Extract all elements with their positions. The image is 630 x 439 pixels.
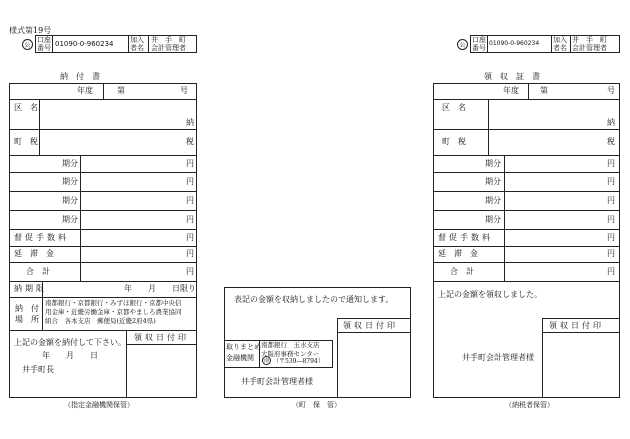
period-label: 期分 — [62, 196, 78, 205]
receipt-stamp-label: 領収日付印 — [549, 321, 604, 330]
surcharge-label: 督促手数料 — [438, 233, 493, 242]
yen: 円 — [607, 215, 615, 224]
place-text-3: 組合 各本支店 郵便局(近畿2府4県) — [45, 317, 156, 325]
yen: 円 — [186, 267, 194, 276]
year-label: 年度 — [503, 86, 519, 95]
period-label: 期分 — [485, 196, 501, 205]
yen: 円 — [186, 215, 194, 224]
number-unit: 号 — [180, 86, 188, 95]
yen: 円 — [186, 196, 194, 205]
yen: 円 — [186, 159, 194, 168]
yen: 円 — [186, 177, 194, 186]
pay-label: 納 — [607, 118, 615, 127]
recipient: 井手町会計管理者様 — [462, 353, 534, 362]
deadline-label: 納期限 — [14, 284, 47, 293]
yen: 円 — [607, 159, 615, 168]
number-label: 第 — [540, 86, 548, 95]
place-text-1: 南都銀行・京都銀行・みずほ銀行・京都中央信 — [45, 299, 182, 307]
bank-line-1: 南都銀行 玉水支店 — [261, 341, 320, 349]
tax-name-label: 町 税 — [442, 137, 466, 146]
footer-label: （指定金融機関保管） — [64, 401, 134, 409]
account-label-2: 番号 — [472, 44, 486, 52]
bank-label-1: 取りまとめ — [226, 343, 261, 351]
payment-slip-title: 納 付 書 — [60, 72, 100, 81]
account-label-1: 口座 — [472, 36, 486, 44]
category-label: 区 名 — [442, 103, 466, 112]
category-label: 区 名 — [14, 103, 38, 112]
holder-name-2: 会計管理者 — [572, 44, 607, 52]
pay-label: 納 — [186, 118, 194, 127]
yen: 円 — [186, 233, 194, 242]
recipient: 井手町会計管理者様 — [241, 377, 313, 386]
period-label: 期分 — [485, 215, 501, 224]
total-label: 合 計 — [26, 267, 50, 276]
account-number: 01090-0-960234 — [55, 40, 114, 48]
deadline-date-format: 年 月 日限り — [124, 284, 196, 293]
delinquency-label: 延滞金 — [14, 249, 62, 258]
delinquency-label: 延滞金 — [438, 249, 486, 258]
bank-line-3: （〒539―8794） — [273, 358, 324, 365]
account-number: 01090-0-960234 — [489, 40, 540, 47]
tax-name-label: 町 税 — [14, 137, 38, 146]
account-label-2: 番号 — [37, 44, 51, 52]
period-label: 期分 — [62, 177, 78, 186]
total-label: 合 計 — [450, 267, 474, 276]
place-label-2: 場 所 — [15, 315, 39, 324]
tax-label: 税 — [607, 137, 615, 146]
period-label: 期分 — [62, 159, 78, 168]
surcharge-label: 督促手数料 — [14, 233, 69, 242]
period-label: 期分 — [485, 177, 501, 186]
holder-name-2: 会計管理者 — [151, 44, 186, 52]
holder-label-1: 加入 — [130, 36, 144, 44]
period-label: 期分 — [485, 159, 501, 168]
footer-label: （納税者保管） — [505, 401, 554, 409]
number-label: 第 — [117, 86, 125, 95]
receipt-stamp-label: 領収日付印 — [134, 333, 189, 342]
yen: 円 — [607, 233, 615, 242]
place-text-2: 用金庫・近畿労働金庫・京都やましろ農業協同 — [45, 308, 182, 316]
period-label: 期分 — [62, 215, 78, 224]
yen: 円 — [607, 196, 615, 205]
holder-label-1: 加入 — [553, 36, 567, 44]
tax-label: 税 — [186, 137, 194, 146]
receipt-stamp-box — [337, 318, 411, 398]
footer-label: （町 保 管） — [292, 401, 341, 409]
holder-name-1: 井 手 町 — [572, 36, 607, 44]
notice-date: 年 月 日 — [42, 351, 98, 360]
receipt-stamp-box — [542, 318, 620, 398]
account-label-1: 口座 — [37, 36, 51, 44]
received-text: 上記の金額を領収しました。 — [438, 290, 542, 299]
number-unit: 号 — [607, 86, 615, 95]
receipt-stamp-label: 領収日付印 — [343, 321, 398, 330]
notice-issuer: 井手町長 — [22, 365, 54, 374]
year-label: 年度 — [77, 86, 93, 95]
yen: 円 — [186, 249, 194, 258]
receipt-title: 領 収 証 書 — [484, 72, 540, 81]
holder-label-2: 者名 — [553, 44, 567, 52]
yen: 円 — [607, 267, 615, 276]
collection-notice-text: 表記の金額を収納しましたので通知します。 — [234, 295, 394, 304]
public-seal-icon: 公 — [457, 39, 468, 50]
yen: 円 — [607, 177, 615, 186]
form-number: 様式第19号 — [9, 26, 52, 35]
holder-name-1: 井 手 町 — [151, 36, 186, 44]
notice-text: 上記の金額を納付して下さい。 — [14, 338, 126, 347]
yen: 円 — [607, 249, 615, 258]
public-seal-icon: 公 — [22, 39, 33, 50]
bank-label-2: 金融機関 — [226, 354, 254, 362]
bank-line-2: 大阪府事務センター — [261, 350, 320, 358]
bank-seal-icon: 南 — [263, 358, 269, 364]
place-label-1: 納 付 — [15, 304, 39, 313]
holder-label-2: 者名 — [130, 44, 144, 52]
